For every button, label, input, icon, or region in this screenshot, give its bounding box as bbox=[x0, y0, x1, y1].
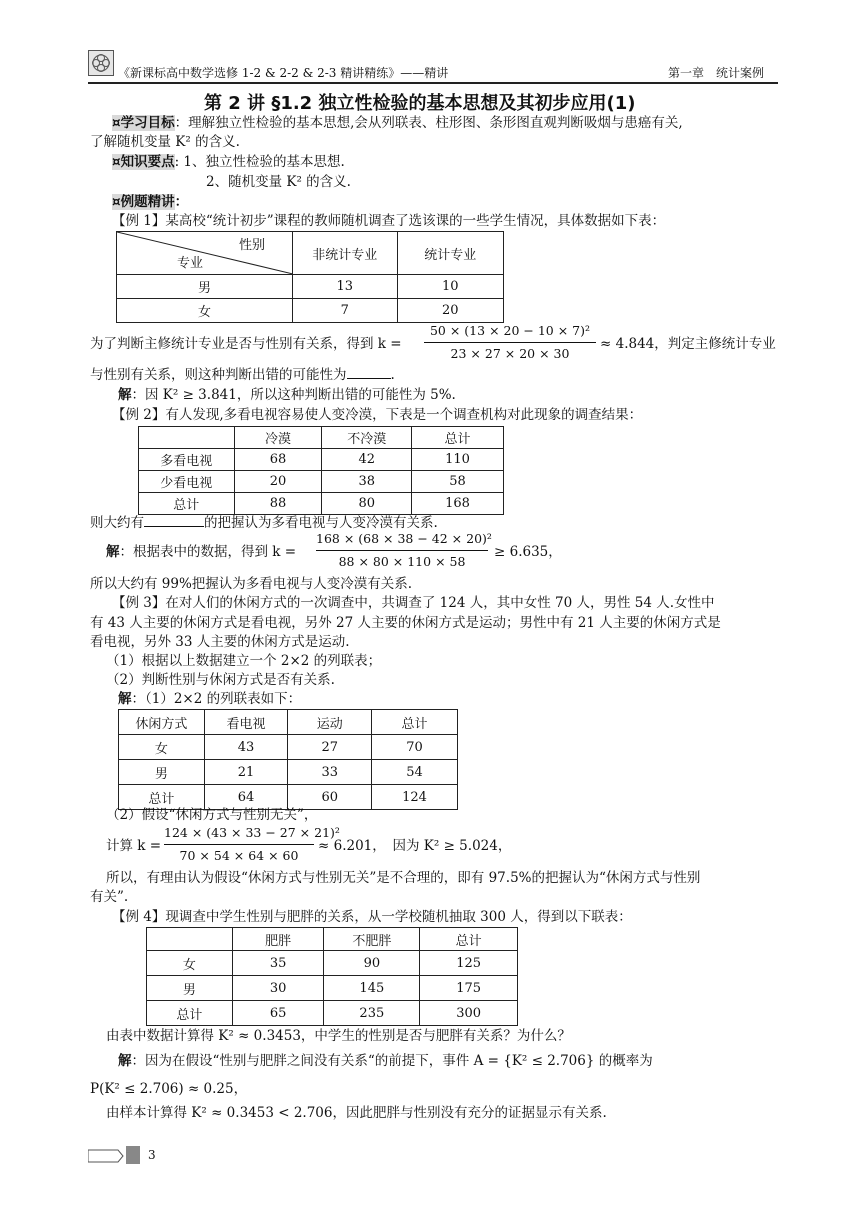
ex2-r1c0: 多看电视 bbox=[139, 449, 235, 471]
ex2-intro: 【例 2】有人发现,多看电视容易使人变冷漠，下表是一个调查机构对此现象的调查结果： bbox=[112, 407, 643, 423]
ex1-r2c1: 7 bbox=[293, 299, 397, 323]
ex1-sol-text: ：因 K² ≥ 3.841，所以这种判断出错的可能性为 5%. bbox=[131, 387, 456, 403]
ex2-sol-left-text: ：根据表中的数据，得到 k = bbox=[119, 544, 297, 560]
examples-heading: ¤例题精讲： bbox=[112, 194, 189, 210]
ex3-q2: （2）判断性别与休闲方式是否有关系. bbox=[106, 672, 335, 688]
ex2-sol-left bbox=[106, 543, 296, 561]
ex2-q-end: 的把握认为多看电视与人变冷漠有关系. bbox=[204, 515, 438, 531]
ex1-col2: 统计专业 bbox=[397, 232, 503, 275]
ex3-calc-denominator: 70 × 54 × 64 × 60 bbox=[179, 848, 299, 863]
ex3-r3c3: 124 bbox=[372, 785, 458, 810]
ex3-h1: 看电视 bbox=[204, 710, 288, 735]
ex2-r3c3: 168 bbox=[412, 493, 504, 515]
ex3-r2c0: 男 bbox=[119, 760, 205, 785]
ex1-diag-top: 性别 bbox=[239, 238, 266, 253]
goals-label: 学习目标 bbox=[120, 115, 175, 131]
ex2-table bbox=[138, 426, 504, 515]
ex1-diag-bottom: 专业 bbox=[177, 256, 204, 271]
ex3-line1: 【例 3】在对人们的休闲方式的一次调查中，共调查了 124 人，其中女性 70 人，男性 54 人.女性中 bbox=[112, 595, 715, 611]
ex3-sol2: （2）假设“休闲方式与性别无关”， bbox=[106, 807, 318, 823]
examples-marker-icon: ¤ bbox=[112, 194, 121, 210]
ex4-r3c3: 300 bbox=[420, 1001, 518, 1026]
ex3-r1c2: 27 bbox=[288, 735, 372, 760]
ex2-r3c2: 80 bbox=[322, 493, 412, 515]
ex3-calc-right: ≈ 6.201， 因为 K² ≥ 5.024， bbox=[318, 838, 512, 854]
ex2-r3c0: 总计 bbox=[139, 493, 235, 515]
ex1-q-right: ≈ 4.844，判定主修统计专业 bbox=[600, 336, 776, 352]
ex3-table bbox=[118, 709, 458, 810]
ex1-q-line2 bbox=[90, 364, 395, 384]
ex2-answer-blank[interactable] bbox=[144, 512, 204, 527]
ex3-r1c3: 70 bbox=[372, 735, 458, 760]
goals-marker-icon: ¤ bbox=[112, 115, 121, 131]
ex1-q-fraction-bar bbox=[424, 342, 596, 343]
ex3-line2: 有 43 人主要的休闲方式是看电视，另外 27 人主要的休闲方式是运动；男性中有 21 人主要的休闲方式是 bbox=[90, 615, 721, 631]
ex4-question: 由表中数据计算得 K² ≈ 0.3453，中学生的性别是否与肥胖有关系？为什么？ bbox=[106, 1028, 571, 1044]
ex1-intro: 【例 1】某高校“统计初步”课程的教师随机调查了选该课的一些学生情况，具体数据如下表： bbox=[112, 213, 666, 229]
ex1-table bbox=[116, 231, 504, 323]
ex3-calc-left: 计算 k = bbox=[106, 838, 162, 854]
ex3-calc-fraction-bar bbox=[164, 844, 314, 845]
ex4-r3c0: 总计 bbox=[147, 1001, 233, 1026]
ex3-sol1-text: ：（1）2×2 的列联表如下： bbox=[131, 691, 302, 707]
ex3-r2c2: 33 bbox=[288, 760, 372, 785]
ex4-r2c1: 30 bbox=[232, 976, 324, 1001]
ex2-r2c0: 少看电视 bbox=[139, 471, 235, 493]
ex4-r2c0: 男 bbox=[147, 976, 233, 1001]
ex2-sol-label: 解 bbox=[106, 544, 120, 560]
ex2-q-text: 则大约有 bbox=[90, 515, 144, 531]
ex1-r2c0: 女 bbox=[117, 299, 293, 323]
ex4-r1c0: 女 bbox=[147, 951, 233, 976]
ex3-concl2: 有关”. bbox=[90, 889, 129, 905]
ex3-r2c1: 21 bbox=[204, 760, 288, 785]
ex3-concl1: 所以，有理由认为假设“休闲方式与性别无关”是不合理的，即有 97.5%的把握认为“休闲方式与性别 bbox=[106, 870, 701, 886]
ex3-r2c3: 54 bbox=[372, 760, 458, 785]
goals-text1: ：理解独立性检验的基本思想,会从列联表、柱形图、条形图直观判断吸烟与患癌有关, bbox=[174, 115, 683, 131]
ex1-r1c2: 10 bbox=[397, 275, 503, 299]
ex1-q-line2-text: 与性别有关系，则这种判断出错的可能性为 bbox=[90, 367, 347, 383]
ex1-solution bbox=[118, 386, 456, 404]
ex2-h1: 冷漠 bbox=[234, 427, 322, 449]
arrow-tab-icon bbox=[88, 1149, 124, 1163]
ex4-sol3: 由样本计算得 K² ≈ 0.3453 < 2.706，因此肥胖与性别没有充分的证据显示有关系. bbox=[106, 1105, 607, 1121]
footer-arrow-icon bbox=[88, 1148, 124, 1162]
ex3-sol-label: 解 bbox=[118, 691, 132, 707]
header-left-text: 《新课标高中数学选修 1-2 & 2-2 & 2-3 精讲精练》——精讲 bbox=[118, 66, 449, 80]
ex1-q-end: . bbox=[390, 367, 395, 383]
ex4-sol2: P(K² ≤ 2.706) ≈ 0.25， bbox=[90, 1081, 248, 1097]
ex3-r1c1: 43 bbox=[204, 735, 288, 760]
knowledge-marker-icon: ¤ bbox=[112, 154, 121, 170]
ex3-line3: 看电视，另外 33 人主要的休闲方式是运动. bbox=[90, 634, 350, 650]
examples-label: 例题精讲 bbox=[120, 194, 175, 210]
ex1-q-denominator: 23 × 27 × 20 × 30 bbox=[450, 346, 570, 361]
ex3-q1: （1）根据以上数据建立一个 2×2 的列联表； bbox=[106, 653, 382, 669]
ex2-r1c1: 68 bbox=[234, 449, 322, 471]
header-right-text: 第一章 统计案例 bbox=[668, 66, 765, 80]
knowledge-label: 知识要点 bbox=[120, 154, 175, 170]
ex3-sol1 bbox=[118, 690, 301, 708]
ex2-r2c2: 38 bbox=[322, 471, 412, 493]
ex2-sol-fraction-bar bbox=[316, 550, 488, 551]
knowledge-item2: 2、随机变量 K² 的含义. bbox=[206, 174, 351, 190]
ex1-q-numerator: 50 × (13 × 20 − 10 × 7)² bbox=[429, 323, 591, 338]
ex2-question bbox=[90, 512, 438, 532]
header-logo bbox=[88, 50, 114, 76]
ex3-r3c1: 64 bbox=[204, 785, 288, 810]
ex1-r1c1: 13 bbox=[293, 275, 397, 299]
ex2-h0 bbox=[139, 427, 235, 449]
ex2-r2c3: 58 bbox=[412, 471, 504, 493]
ex2-r2c1: 20 bbox=[234, 471, 322, 493]
ex1-r1c0: 男 bbox=[117, 275, 293, 299]
ex4-sol-label: 解 bbox=[118, 1053, 132, 1069]
ex4-r3c2: 235 bbox=[324, 1001, 420, 1026]
ex3-calc-numerator: 124 × (43 × 33 − 27 × 21)² bbox=[164, 825, 340, 840]
ex4-r2c3: 175 bbox=[420, 976, 518, 1001]
ex1-answer-blank[interactable] bbox=[347, 364, 391, 379]
ex4-r2c2: 145 bbox=[324, 976, 420, 1001]
ex4-sol1-text: ：因为在假设“性别与肥胖之间没有关系“的前提下，事件 A = {K² ≤ 2.706} 的概率为 bbox=[131, 1053, 653, 1069]
ex4-h1: 肥胖 bbox=[232, 928, 324, 951]
ex2-r3c1: 88 bbox=[234, 493, 322, 515]
ex2-r1c2: 42 bbox=[322, 449, 412, 471]
ex1-col1: 非统计专业 bbox=[293, 232, 397, 275]
ex1-sol-label: 解 bbox=[118, 387, 132, 403]
diagonal-line-icon bbox=[117, 232, 293, 274]
ex3-h0: 休闲方式 bbox=[119, 710, 205, 735]
ex4-intro: 【例 4】现调查中学生性别与肥胖的关系，从一学校随机抽取 300 人，得到以下联表： bbox=[112, 909, 632, 925]
knowledge-line1 bbox=[112, 153, 345, 171]
ex4-r1c2: 90 bbox=[324, 951, 420, 976]
ex2-sol-right: ≥ 6.635， bbox=[494, 544, 562, 560]
footer-gray-block bbox=[126, 1146, 140, 1164]
ex4-table bbox=[146, 927, 518, 1026]
knowledge-item1: : 1、独立性检验的基本思想. bbox=[174, 154, 345, 170]
flower-logo-icon bbox=[89, 51, 113, 75]
ex3-r3c2: 60 bbox=[288, 785, 372, 810]
ex4-r3c1: 65 bbox=[232, 1001, 324, 1026]
ex3-r3c0: 总计 bbox=[119, 785, 205, 810]
ex3-h2: 运动 bbox=[288, 710, 372, 735]
ex4-h0 bbox=[147, 928, 233, 951]
ex4-r1c1: 35 bbox=[232, 951, 324, 976]
page-title: 第 2 讲 §1.2 独立性检验的基本思想及其初步应用(1) bbox=[204, 93, 636, 114]
goals-line1 bbox=[112, 114, 683, 132]
ex4-h2: 不肥胖 bbox=[324, 928, 420, 951]
ex3-h3: 总计 bbox=[372, 710, 458, 735]
ex2-r1c3: 110 bbox=[412, 449, 504, 471]
ex2-sol-numerator: 168 × (68 × 38 − 42 × 20)² bbox=[316, 531, 492, 546]
ex4-r1c3: 125 bbox=[420, 951, 518, 976]
ex3-r1c0: 女 bbox=[119, 735, 205, 760]
ex2-conclusion: 所以大约有 99%把握认为多看电视与人变冷漠有关系. bbox=[90, 576, 413, 592]
header-rule bbox=[88, 82, 778, 84]
ex2-h2: 不冷漠 bbox=[322, 427, 412, 449]
goals-text2: 了解随机变量 K² 的含义. bbox=[90, 134, 240, 150]
ex4-sol1 bbox=[118, 1052, 653, 1070]
ex1-q-left: 为了判断主修统计专业是否与性别有关系，得到 k = bbox=[90, 336, 402, 352]
ex4-h3: 总计 bbox=[420, 928, 518, 951]
ex2-h3: 总计 bbox=[412, 427, 504, 449]
ex2-sol-denominator: 88 × 80 × 110 × 58 bbox=[338, 554, 466, 569]
ex1-diag-cell bbox=[117, 232, 293, 275]
page-number: 3 bbox=[148, 1148, 156, 1162]
ex1-r2c2: 20 bbox=[397, 299, 503, 323]
